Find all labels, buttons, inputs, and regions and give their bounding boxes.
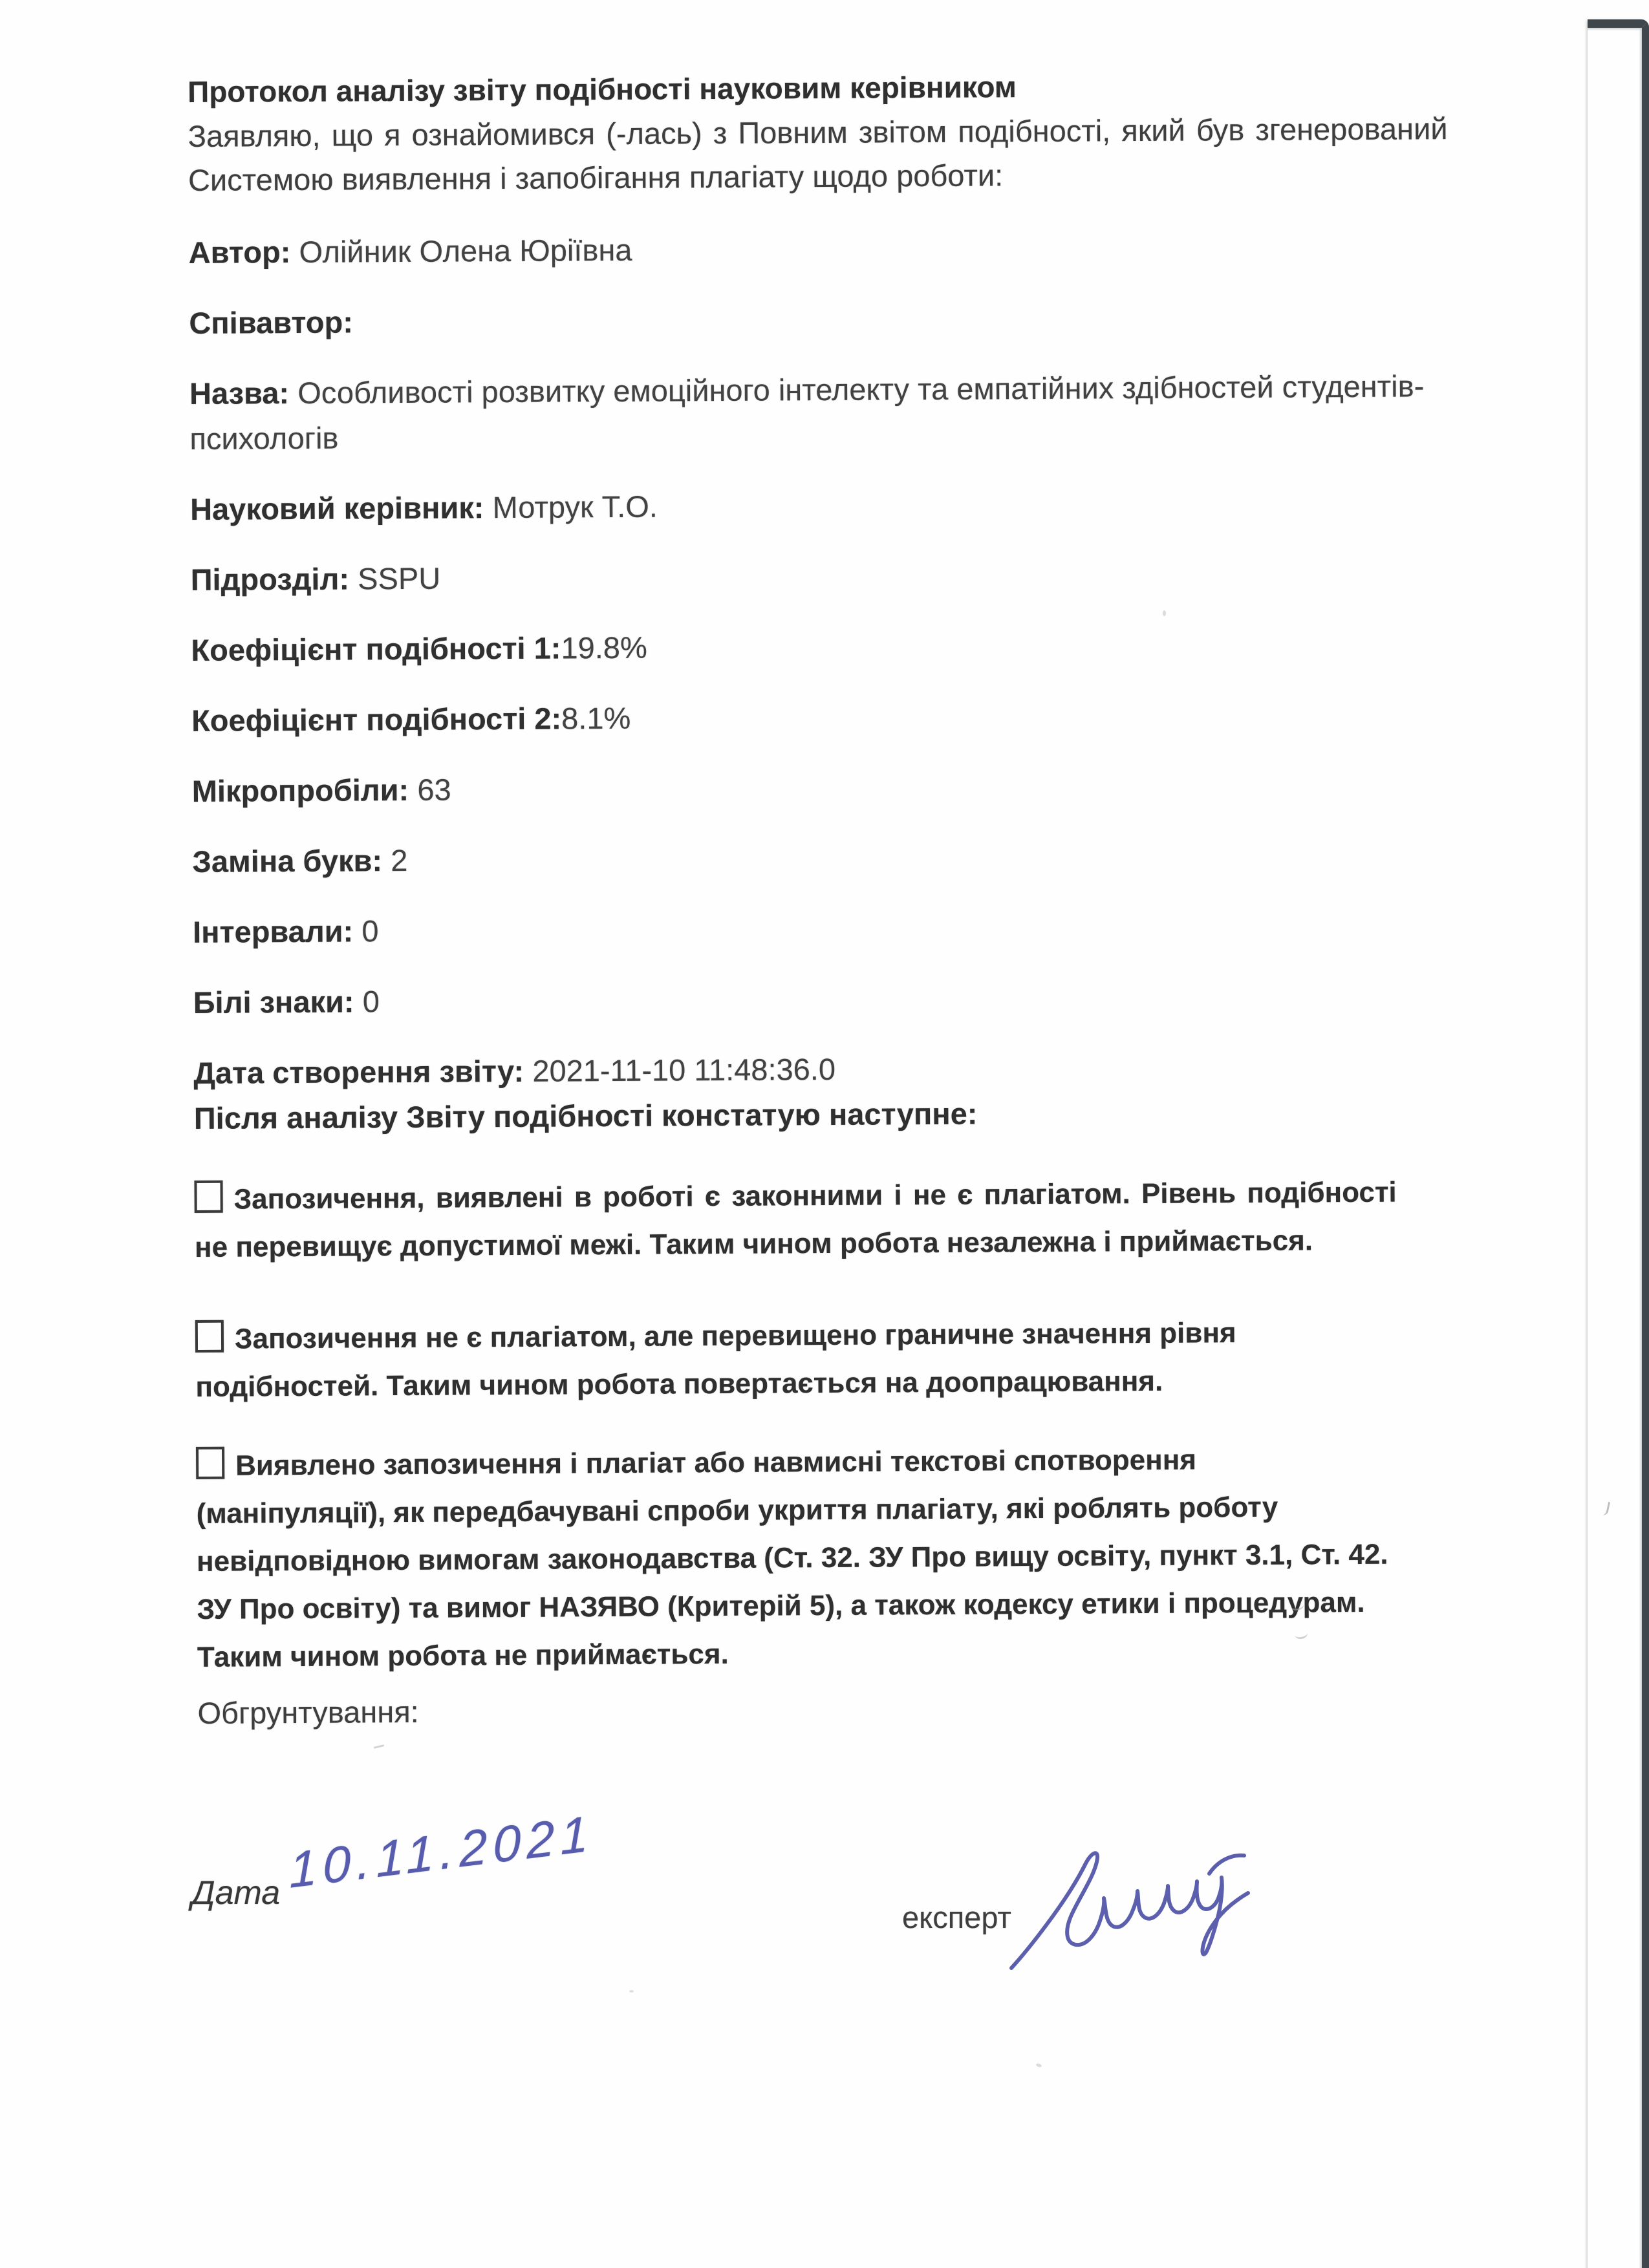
field-value: Особливості розвитку емоційного інтелекту та емпатійних здібностей студентів-психологів [189, 369, 1425, 456]
checkbox-icon [196, 1447, 224, 1479]
option-first-line [196, 1434, 1516, 1490]
option-exceeded-threshold [195, 1307, 1516, 1411]
scan-edge-border [1588, 19, 1649, 2268]
field-label: Підрозділ: [190, 561, 350, 597]
field-coauthor [189, 293, 1509, 346]
scan-artifact [629, 1990, 634, 1993]
option-line: ЗУ Про освіту) та вимог НАЗЯВО (Критерій 5), а також кодексу етики і процедурам. [197, 1586, 1365, 1625]
intro-paragraph [188, 107, 1509, 202]
option-text: Запозичення, виявлені в роботі є законними і не є плагіатом. Рівень подібності [233, 1176, 1397, 1215]
scan-artifact [1035, 2063, 1042, 2068]
checkbox-icon [194, 1181, 222, 1213]
handwritten-date: 10.11.2021 [288, 1804, 595, 1899]
field-value: 0 [361, 914, 379, 948]
field-label: Мікропробіли: [191, 772, 409, 808]
field-label: Автор: [188, 235, 291, 270]
option-line: Таким чином робота не приймається. [197, 1638, 729, 1673]
field-similarity-coefficient-2 [191, 690, 1512, 744]
field-value: 0 [362, 984, 380, 1019]
field-supervisor [190, 479, 1511, 532]
document-title: Протокол аналізу звіту подібності науковим керівником [188, 70, 1017, 109]
option-text: Виявлено запозичення і плагіат або навмисні текстові спотворення [235, 1444, 1197, 1482]
field-label: Інтервали: [192, 914, 354, 949]
field-value: 19.8% [561, 630, 647, 665]
field-microspaces [192, 761, 1513, 814]
field-value: Мотрук Т.О. [492, 489, 658, 525]
option-line: не перевищує допустимої межі. Таким чином робота незалежна і приймається. [194, 1225, 1313, 1263]
field-similarity-coefficient-1 [191, 620, 1511, 673]
field-label: Коефіцієнт подібності 2: [191, 701, 562, 738]
field-label: Співавтор: [189, 305, 354, 340]
field-department [191, 550, 1511, 603]
intro-line: Системою виявлення і запобігання плагіату щодо роботи: [188, 158, 1004, 197]
date-label: Дата [191, 1874, 281, 1912]
field-white-signs [193, 972, 1514, 1025]
justification-label: Обгрунтування: [197, 1694, 419, 1730]
field-letter-substitution [192, 831, 1513, 884]
option-text: Запозичення не є плагіатом, але перевищено граничне значення рівня [234, 1317, 1236, 1355]
option-legal-borrowings [194, 1168, 1515, 1271]
checkbox-icon [195, 1320, 224, 1353]
option-first-line [195, 1307, 1516, 1363]
field-value: 2021-11-10 11:48:36.0 [532, 1051, 836, 1088]
field-value: 2 [391, 842, 408, 878]
option-line: невідповідною вимогам законодавства (Ст. 32. ЗУ Про вищу освіту, пункт 3.1, Ст. 42. [196, 1538, 1388, 1578]
scan-artifact [374, 1744, 384, 1749]
field-label: Білі знаки: [193, 984, 354, 1020]
field-value: Олійник Олена Юріївна [299, 232, 632, 269]
option-line: подібностей. Таким чином робота повертається на доопрацювання. [195, 1365, 1163, 1403]
field-label: Назва: [189, 376, 290, 411]
field-thesis-title [189, 363, 1511, 462]
statement-intro: Після аналізу Звіту подібності констатую наступне: [193, 1096, 978, 1135]
field-label: Коефіцієнт подібності 1: [191, 630, 561, 667]
report-date-and-statement [193, 1042, 1514, 1140]
expert-label: експерт [902, 1900, 1011, 1934]
field-value: SSPU [358, 561, 441, 596]
intro-line: Заявляю, що я ознайомився (-лась) з Повним звітом подібності, який був згенерований [188, 111, 1448, 153]
field-label: Заміна букв: [192, 843, 383, 879]
option-line: (маніпуляції), як передбачувані спроби укриття плагіату, які роблять роботу [196, 1491, 1278, 1530]
option-first-line [194, 1168, 1514, 1223]
field-intervals [193, 902, 1513, 955]
field-value: 8.1% [561, 700, 631, 736]
option-plagiarism-detected [196, 1434, 1518, 1681]
field-label: Дата створення звіту: [193, 1053, 524, 1090]
field-label: Науковий керівник: [189, 490, 484, 526]
field-author [188, 222, 1509, 275]
field-value: 63 [417, 772, 451, 807]
signature-icon [1004, 1844, 1256, 1980]
field-report-created [193, 1042, 1514, 1095]
document-body [188, 65, 1518, 1736]
